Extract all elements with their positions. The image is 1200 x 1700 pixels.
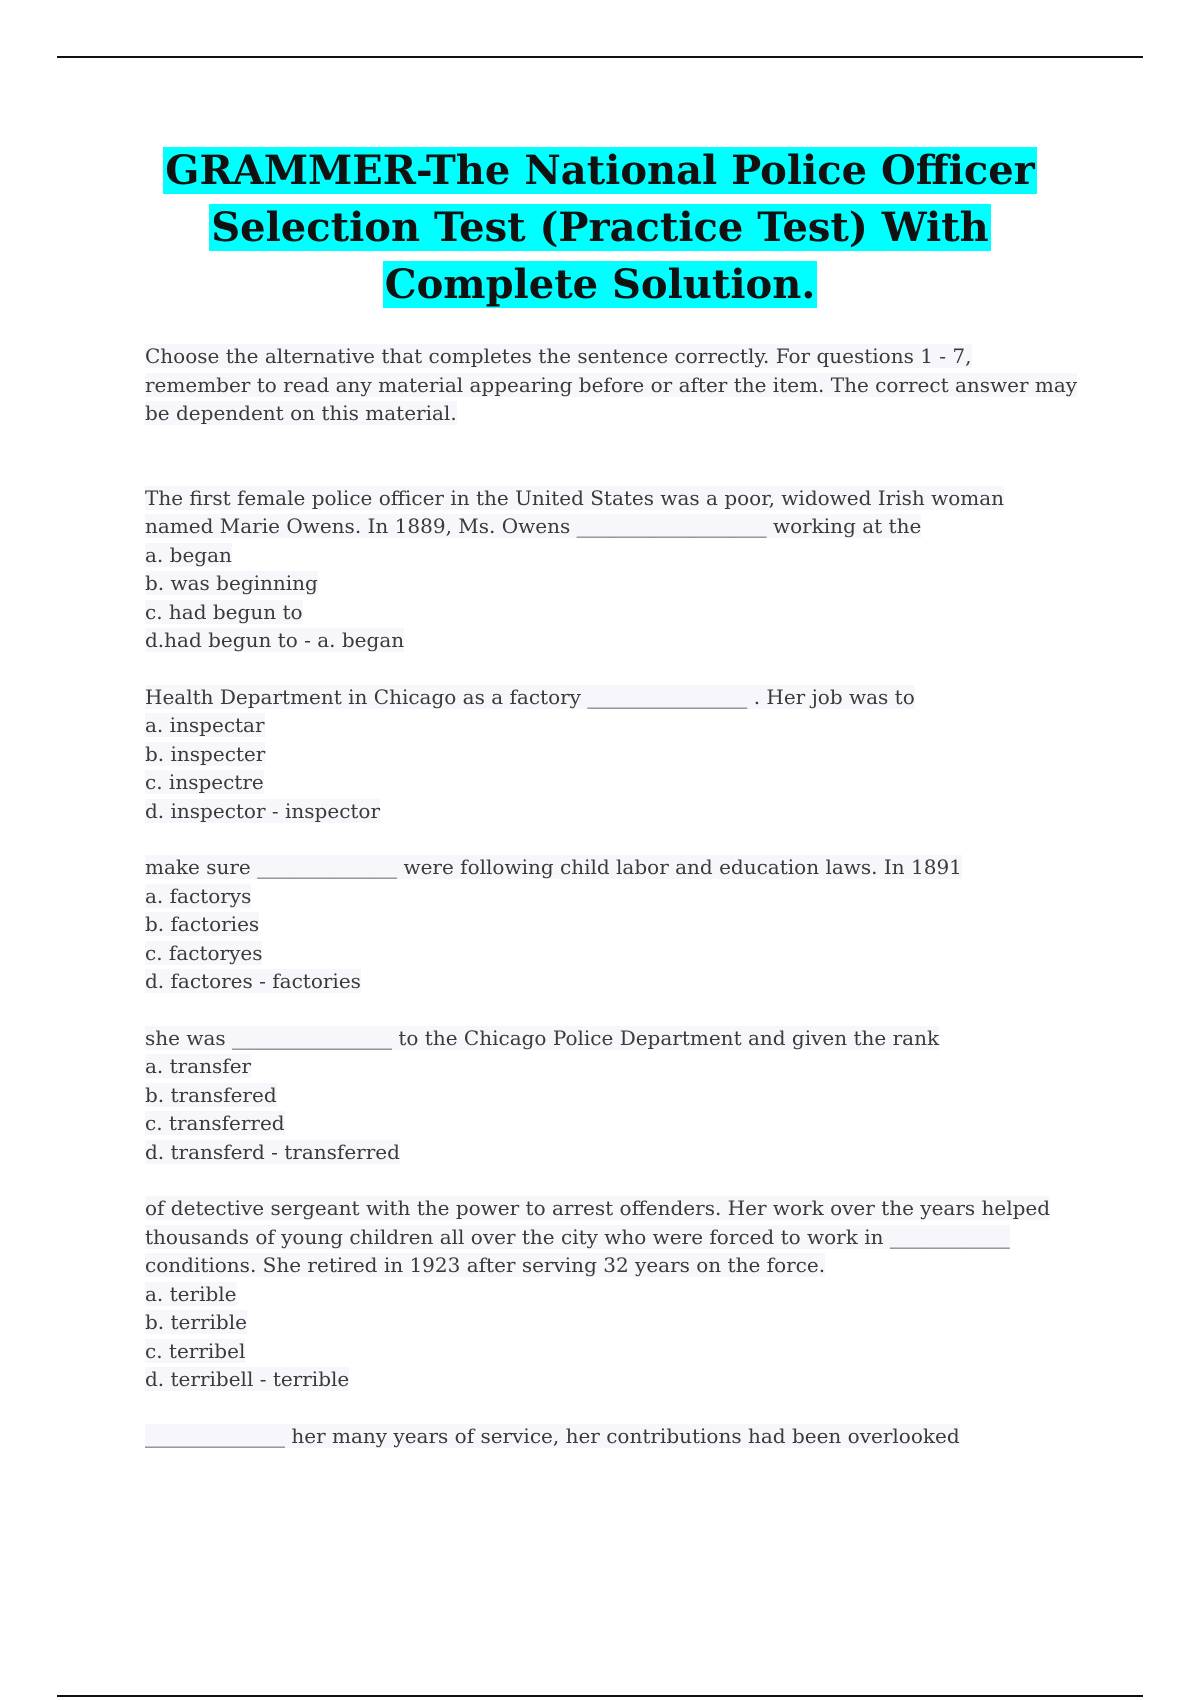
question-text: named Marie Owens. In 1889, Ms. Owens ___________________ working at the xyxy=(145,514,922,538)
instructions-line: Choose the alternative that completes the sentence correctly. For questions 1 - 7, xyxy=(145,344,972,368)
question-6 xyxy=(145,1422,1095,1451)
question-1 xyxy=(145,484,1095,655)
document-title xyxy=(100,142,1100,313)
question-text: make sure ______________ were following child labor and education laws. In 1891 xyxy=(145,855,962,879)
question-text: Health Department in Chicago as a factory ________________ . Her job was to xyxy=(145,684,915,709)
answer-option-with-solution: d.had begun to - a. began xyxy=(145,628,405,652)
answer-option: a. factorys xyxy=(145,883,252,908)
question-4 xyxy=(145,1024,1095,1167)
question-text: thousands of young children all over the city who were forced to work in ____________ xyxy=(145,1224,1010,1249)
answer-option: c. factoryes xyxy=(145,940,263,965)
document-body xyxy=(145,342,1095,1478)
answer-option: c. had begun to xyxy=(145,599,303,624)
instructions-paragraph xyxy=(145,342,1095,428)
answer-option-with-solution: d. transferd - transferred xyxy=(145,1139,400,1164)
question-text: ______________ her many years of service, her contributions had been overlooked xyxy=(145,1423,960,1448)
answer-option: b. factories xyxy=(145,912,260,936)
answer-option: a. terible xyxy=(145,1281,237,1306)
answer-option: a. began xyxy=(145,542,232,567)
answer-option: c. transferred xyxy=(145,1111,285,1135)
answer-option: c. terribel xyxy=(145,1338,246,1363)
question-2 xyxy=(145,683,1095,826)
answer-option: b. transfered xyxy=(145,1082,277,1107)
instructions-line: be dependent on this material. xyxy=(145,401,457,425)
question-text: conditions. She retired in 1923 after serving 32 years on the force. xyxy=(145,1253,826,1277)
title-line: GRAMMER-The National Police Officer xyxy=(165,147,1035,194)
question-text: of detective sergeant with the power to arrest offenders. Her work over the years helped xyxy=(145,1196,1051,1220)
question-5 xyxy=(145,1194,1095,1394)
bottom-rule xyxy=(57,1695,1143,1697)
answer-option-with-solution: d. terribell - terrible xyxy=(145,1367,350,1391)
answer-option-with-solution: d. factores - factories xyxy=(145,969,361,993)
answer-option-with-solution: d. inspector - inspector xyxy=(145,798,381,823)
instructions-line: remember to read any material appearing before or after the item. The correct answer may xyxy=(145,372,1078,397)
top-rule xyxy=(57,56,1143,58)
answer-option: b. terrible xyxy=(145,1310,247,1334)
answer-option: a. inspectar xyxy=(145,713,265,737)
title-line: Complete Solution. xyxy=(384,261,816,308)
question-text: she was ________________ to the Chicago Police Department and given the rank xyxy=(145,1025,940,1050)
answer-option: b. was beginning xyxy=(145,571,318,595)
answer-option: b. inspecter xyxy=(145,741,266,766)
question-text: The first female police officer in the United States was a poor, widowed Irish woman xyxy=(145,485,1005,510)
answer-option: c. inspectre xyxy=(145,770,264,794)
question-3 xyxy=(145,853,1095,996)
title-line: Selection Test (Practice Test) With xyxy=(211,204,989,251)
answer-option: a. transfer xyxy=(145,1054,252,1078)
